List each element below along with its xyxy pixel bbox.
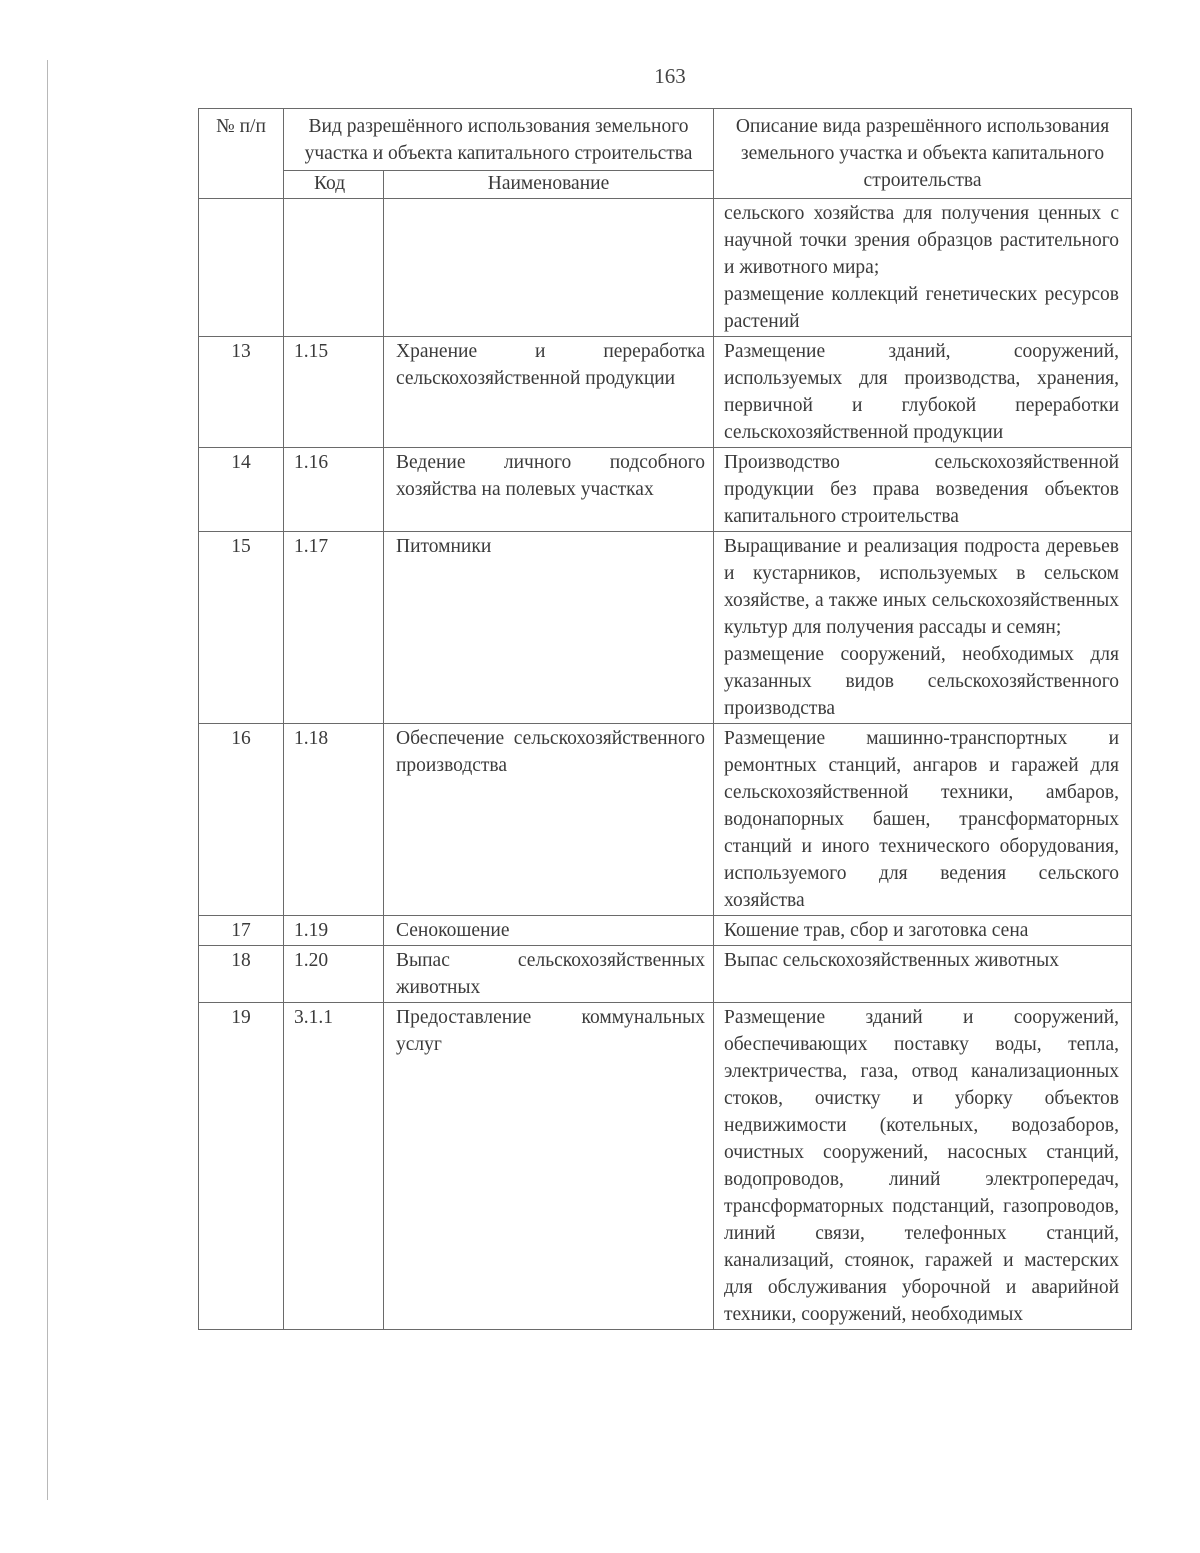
row-num: 17: [199, 916, 284, 946]
header-description: Описание вида разрешённого использования земельного участка и объекта капитального строительства: [714, 109, 1132, 199]
row-description: [714, 724, 1132, 916]
table-row: [199, 532, 1132, 724]
row-num: 19: [199, 1003, 284, 1330]
row-description: [714, 532, 1132, 724]
table-row: [199, 448, 1132, 532]
description-paragraph: размещение коллекций генетических ресурсов растений: [724, 284, 1120, 332]
header-use-type: Вид разрешённого использования земельного участка и объекта капитального строительства: [284, 109, 714, 171]
description-paragraph: Размещение зданий, сооружений, используемых для производства, хранения, первичной и глубокой переработки сельскохозяйственной продукции: [724, 341, 1120, 443]
header-code: Код: [284, 171, 384, 199]
page-margin-rule: [47, 60, 48, 1500]
row-num: 18: [199, 946, 284, 1003]
row-code: [284, 199, 384, 337]
row-num: 16: [199, 724, 284, 916]
description-paragraph: Выпас сельскохозяйственных животных: [724, 950, 1059, 971]
row-name: [384, 199, 714, 337]
description-paragraph: Выращивание и реализация подроста деревьев и кустарников, используемых в сельском хозяйстве, а также иных сельскохозяйственных культур для получения рассады и семян;: [724, 536, 1120, 638]
row-name: Предоставление коммунальных услуг: [384, 1003, 714, 1330]
row-code: 1.17: [284, 532, 384, 724]
description-paragraph: Кошение трав, сбор и заготовка сена: [724, 920, 1029, 941]
row-name: Выпас сельскохозяйственных животных: [384, 946, 714, 1003]
row-code: 3.1.1: [284, 1003, 384, 1330]
table-row-continuation: [199, 199, 1132, 337]
row-name: Ведение личного подсобного хозяйства на полевых участках: [384, 448, 714, 532]
row-description: [714, 1003, 1132, 1330]
table-row: [199, 724, 1132, 916]
table-row: [199, 916, 1132, 946]
table-row: [199, 1003, 1132, 1330]
row-num: 14: [199, 448, 284, 532]
row-description: [714, 337, 1132, 448]
row-code: 1.20: [284, 946, 384, 1003]
description-paragraph: сельского хозяйства для получения ценных с научной точки зрения образцов растительного и животного мира;: [724, 203, 1120, 278]
description-paragraph: размещение сооружений, необходимых для указанных видов сельскохозяйственного производства: [724, 644, 1120, 719]
header-row: [199, 109, 1132, 171]
header-num: № п/п: [199, 109, 284, 199]
row-name: Питомники: [384, 532, 714, 724]
description-paragraph: Размещение машинно-транспортных и ремонтных станций, ангаров и гаражей для сельскохозяйственной техники, амбаров, водонапорных башен, трансформаторных станций и иного технического оборудования, используемого для ведения сельского хозяйства: [724, 728, 1120, 911]
row-description: [714, 448, 1132, 532]
header-name: Наименование: [384, 171, 714, 199]
row-code: 1.16: [284, 448, 384, 532]
row-code: 1.18: [284, 724, 384, 916]
land-use-table: [198, 108, 1132, 1330]
table-row: [199, 337, 1132, 448]
row-code: 1.19: [284, 916, 384, 946]
description-paragraph: Производство сельскохозяйственной продукции без права возведения объектов капитального строительства: [724, 452, 1120, 527]
description-paragraph: Размещение зданий и сооружений, обеспечивающих поставку воды, тепла, электричества, газа, отвод канализационных стоков, очистку и уборку объектов недвижимости (котельных, водозаборов, очистных сооружений, насосных станций, водопроводов, линий электропередач, трансформаторных подстанций, газопроводов, линий связи, телефонных станций, канализаций, стоянок, гаражей и мастерских для обслуживания уборочной и аварийной техники, сооружений, необходимых: [724, 1007, 1120, 1325]
table-body: [199, 199, 1132, 1330]
row-name: Сенокошение: [384, 916, 714, 946]
row-code: 1.15: [284, 337, 384, 448]
page-number: 163: [654, 64, 686, 88]
table-row: [199, 946, 1132, 1003]
row-name: Хранение и переработка сельскохозяйственной продукции: [384, 337, 714, 448]
row-description: [714, 946, 1132, 1003]
row-name: Обеспечение сельскохозяйственного производства: [384, 724, 714, 916]
row-num: 13: [199, 337, 284, 448]
row-description: [714, 916, 1132, 946]
row-num: 15: [199, 532, 284, 724]
row-num: [199, 199, 284, 337]
row-description: [714, 199, 1132, 337]
